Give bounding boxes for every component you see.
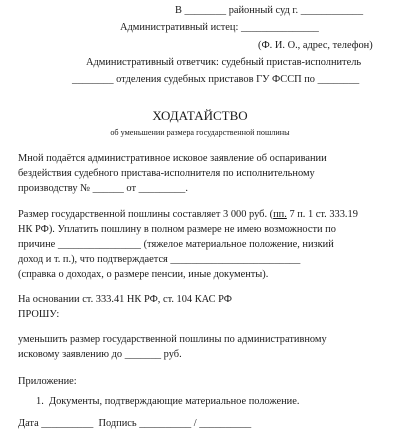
document-subtitle: об уменьшении размера государственной пошлины xyxy=(110,128,290,137)
basis-line: На основании ст. 333.41 НК РФ, ст. 104 КАС РФ xyxy=(18,294,232,305)
para2-line-1 xyxy=(18,209,358,221)
law-link[interactable]: пп. xyxy=(273,209,287,220)
para1-line-1: Мной подаётся административное исковое заявление об оспаривании xyxy=(18,153,327,164)
defendant-line-2: ________ отделения судебных приставов ГУ ФССП по ________ xyxy=(72,74,360,85)
request-line-2: исковому заявлению до _______ руб. xyxy=(18,349,182,360)
para2-line-1-post: 7 п. 1 ст. 333.19 xyxy=(286,209,358,220)
para1-line-2: бездействия судебного пристава-исполнителя по исполнительному xyxy=(18,168,315,179)
para2-line-4: доход и т. п.), что подтверждается _________________________ xyxy=(18,254,301,265)
para2-line-2: НК РФ). Уплатить пошлину в полном размере не имею возможности по xyxy=(18,224,336,235)
attachment-item: 1. Документы, подтверждающие материальное положение. xyxy=(36,396,300,407)
court-line: В ________ районный суд г. ____________ xyxy=(175,5,364,16)
para2-line-5: (справка о доходах, о размере пенсии, иные документы). xyxy=(18,269,269,280)
request-line-1: уменьшить размер государственной пошлины по административному xyxy=(18,334,327,345)
attachments-label: Приложение: xyxy=(18,376,77,387)
para1-line-3: производству № ______ от _________. xyxy=(18,183,188,194)
document-title: ХОДАТАЙСТВО xyxy=(152,108,248,123)
signature-line: Дата __________ Подпись __________ / __________ xyxy=(18,418,252,429)
defendant-line-1: Административный ответчик: судебный пристав-исполнитель xyxy=(86,57,362,68)
plaintiff-hint: (Ф. И. О., адрес, телефон) xyxy=(258,40,373,51)
request-heading: ПРОШУ: xyxy=(18,309,60,320)
para2-line-3: причине ________________ (тяжелое материальное положение, низкий xyxy=(18,239,334,250)
plaintiff-line: Административный истец: _______________ xyxy=(120,22,319,33)
para2-line-1-pre: Размер государственной пошлины составляет 3 000 руб. ( xyxy=(18,209,274,220)
